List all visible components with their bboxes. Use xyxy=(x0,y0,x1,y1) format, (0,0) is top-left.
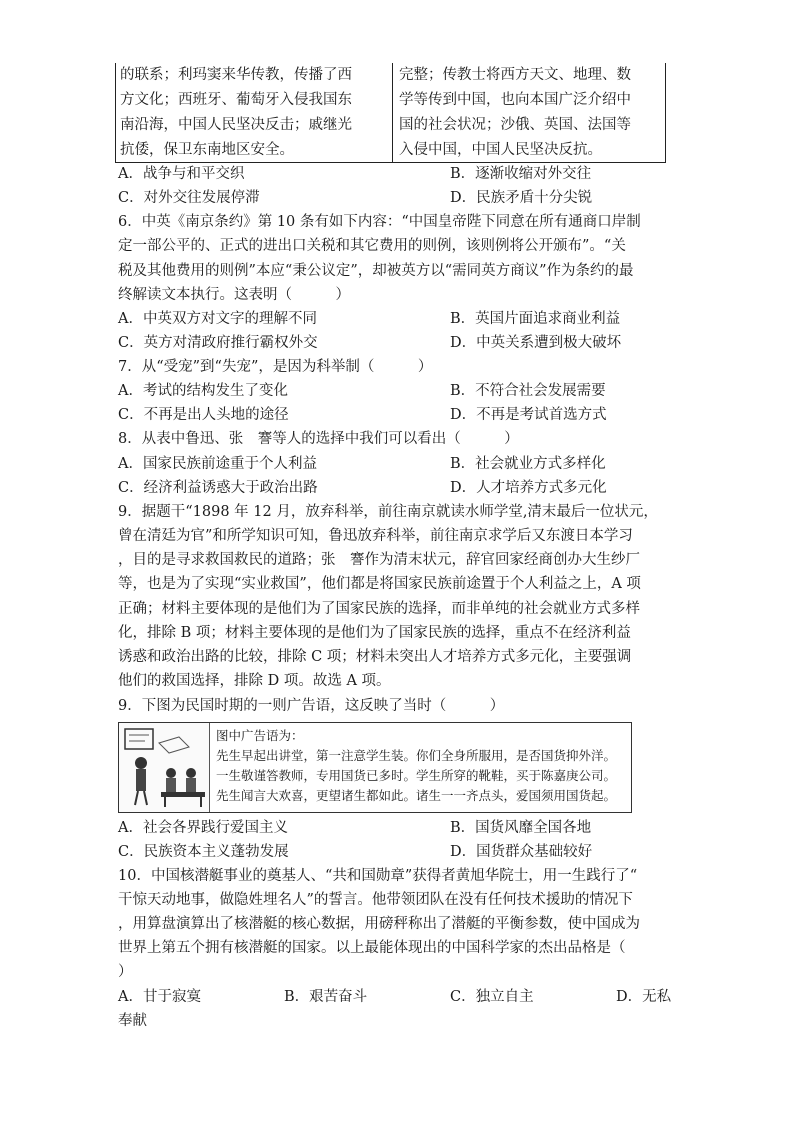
ad-line: 先生闻言大欢喜，更望诸生都如此。诸生一一齐点头，爱国须用国货起。 xyxy=(216,788,617,803)
q7-stem: 7．从“受宠”到“失宠”，是因为科举制（ ） xyxy=(118,359,433,375)
q8-option-b: B．社会就业方式多样化 xyxy=(450,456,606,472)
q9-explanation-line: 正确；材料主要体现的是他们为了国家民族的选择，而非单纯的社会就业方式多样 xyxy=(118,601,640,617)
q10-option-d-continued: 奉献 xyxy=(118,1013,147,1029)
q6-stem-line: 6．中英《南京条约》第 10 条有如下内容：“中国皇帝陛下同意在所有通商口岸制 xyxy=(118,214,641,230)
q10-stem-line: 世界上第五个拥有核潜艇的国家。以上最能体现出的中国科学家的杰出品格是（ xyxy=(118,940,626,956)
table-line: 学等传到中国，也向本国广泛介绍中 xyxy=(398,92,631,108)
q5-option-c: C．对外交往发展停滞 xyxy=(118,190,260,206)
q8-option-d: D．人才培养方式多元化 xyxy=(450,480,607,496)
q6-option-d: D．中英关系遭到极大破坏 xyxy=(450,335,622,351)
table-line: 入侵中国，中国人民坚决反抗。 xyxy=(398,142,602,158)
ad-line: 一生敬谨答教师，专用国货已多时。学生所穿的靴鞋，买于陈嘉庚公司。 xyxy=(216,768,617,783)
table-line: 的联系；利玛窦来华传教，传播了西 xyxy=(120,67,352,83)
q9-explanation-line: 诱惑和政治出路的比较，排除 C 项；材料未突出人才培养方式多元化，主要强调 xyxy=(118,649,632,665)
q6-stem-line: 税及其他费用的则例”本应“秉公议定”，却被英方以“需同英方商议”作为条约的最 xyxy=(118,263,634,279)
q10-stem-line: ，用算盘演算出了核潜艇的核心数据，用磅秤称出了潜艇的平衡参数，使中国成为 xyxy=(118,916,640,932)
q7-option-d: D．不再是考试首选方式 xyxy=(450,407,607,423)
table-line: 南沿海，中国人民坚决反击；戚继光 xyxy=(120,117,352,133)
ad-line: 图中广告语为： xyxy=(216,728,304,743)
ad-line: 先生早起出讲堂，第一注意学生装。你们全身所服用，是否国货抑外洋。 xyxy=(216,748,617,763)
q5-option-d: D．民族矛盾十分尖锐 xyxy=(450,190,593,206)
q5-option-b: B．逐渐收缩对外交往 xyxy=(450,166,592,182)
q6-option-c: C．英方对清政府推行霸权外交 xyxy=(118,335,318,351)
table-line: 国的社会状况；沙俄、英国、法国等 xyxy=(398,117,631,133)
q7-option-c: C．不再是出人头地的途径 xyxy=(118,407,289,423)
table-cell-left xyxy=(116,63,393,162)
table-line: 完整；传教士将西方天文、地理、数 xyxy=(398,67,631,83)
q9-option-b: B．国货风靡全国各地 xyxy=(450,820,592,836)
q9-option-a: A．社会各界践行爱国主义 xyxy=(118,820,288,836)
q9-explanation-line: 他们的救国选择，排除 D 项。故选 A 项。 xyxy=(118,673,391,689)
q6-stem-line: 终解读文本执行。这表明（ ） xyxy=(118,287,350,303)
comparison-table xyxy=(115,63,666,163)
q6-option-a: A．中英双方对文字的理解不同 xyxy=(118,311,317,327)
q6-option-b: B．英国片面追求商业利益 xyxy=(450,311,621,327)
q10-option-c: C．独立自主 xyxy=(450,989,534,1005)
q10-option-b: B．艰苦奋斗 xyxy=(284,989,368,1005)
q9-option-c: C．民族资本主义蓬勃发展 xyxy=(118,844,289,860)
q8-option-a: A．国家民族前途重于个人利益 xyxy=(118,456,317,472)
q9-explanation-line: 9．据题干“1898 年 12 月，放弃科举，前往南京就读水师学堂,清末最后一位状元， xyxy=(118,504,658,520)
q9-stem: 9．下图为民国时期的一则广告语，这反映了当时（ ） xyxy=(118,698,505,714)
q9-explanation-line: 等，也是为了实现“实业救国”，他们都是将国家民族前途置于个人利益之上，A 项 xyxy=(118,576,641,592)
q7-option-b: B．不符合社会发展需要 xyxy=(450,383,606,399)
table-line: 方文化；西班牙、葡萄牙入侵我国东 xyxy=(120,92,352,108)
q9-explanation-line: 化，排除 B 项；材料主要体现的是他们为了国家民族的选择，重点不在经济利益 xyxy=(118,625,631,641)
q10-option-d: D．无私 xyxy=(616,989,672,1005)
q6-stem-line: 定一部公平的、正式的进出口关税和其它费用的则例，该则例将公开颁布”。“关 xyxy=(118,238,626,254)
q10-option-a: A．甘于寂寞 xyxy=(118,989,201,1005)
q10-stem-line: 干惊天动地事，做隐姓埋名人”的誓言。他带领团队在没有任何技术援助的情况下 xyxy=(118,892,633,908)
advertisement-figure xyxy=(118,722,632,813)
q9-option-d: D．国货群众基础较好 xyxy=(450,844,593,860)
advertisement-text xyxy=(210,723,631,812)
q10-stem-line: 10．中国核潜艇事业的奠基人、“共和国勋章”获得者黄旭华院士，用一生践行了“ xyxy=(118,868,638,884)
q5-option-a: A．战争与和平交织 xyxy=(118,166,245,182)
q8-option-c: C．经济利益诱惑大于政治出路 xyxy=(118,480,318,496)
q7-option-a: A．考试的结构发生了变化 xyxy=(118,383,288,399)
q8-stem: 8．从表中鲁迅、张 謇等人的选择中我们可以看出（ ） xyxy=(118,431,519,447)
table-cell-right xyxy=(393,63,665,162)
q9-explanation-line: ，目的是寻求救国救民的道路；张 謇作为清末状元，辞官回家经商创办大生纱厂 xyxy=(118,552,640,568)
classroom-illustration xyxy=(119,723,210,812)
table-line: 抗倭，保卫东南地区安全。 xyxy=(120,142,294,158)
q10-stem-line: ） xyxy=(118,964,133,980)
q9-explanation-line: 曾在清廷为官”和所学知识可知，鲁迅放弃科举，前往南京求学后又东渡日本学习 xyxy=(118,528,633,544)
